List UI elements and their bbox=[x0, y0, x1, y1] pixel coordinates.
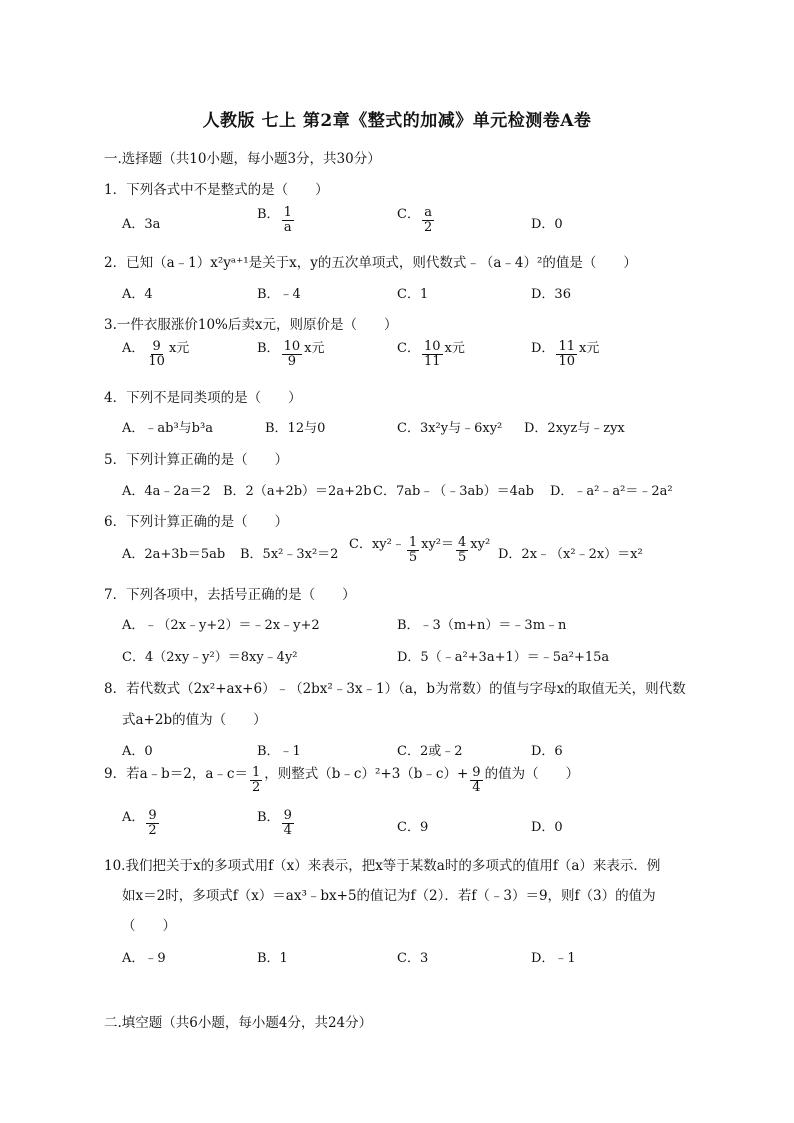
section-heading-fill-in: 二.填空题（共6小题，每小题4分，共24分） bbox=[104, 1015, 373, 1031]
question-6-option-d: D．2x﹣（x²﹣2x）＝x² bbox=[498, 547, 643, 562]
question-1-option-b: B． $\frac{1}{a}$ bbox=[257, 205, 292, 235]
question-7-option-c: C．4（2xy﹣y²）＝8xy﹣4y² bbox=[122, 650, 298, 665]
question-7-options-row2 bbox=[122, 646, 722, 676]
question-9-options bbox=[122, 809, 722, 839]
question-4-option-d: D．2xyz与﹣zyx bbox=[524, 421, 625, 436]
question-8-option-c: C．2或﹣2 bbox=[397, 744, 463, 759]
question-1-options bbox=[122, 206, 722, 236]
question-8-option-a: A．0 bbox=[122, 744, 153, 759]
question-4-stem: 4．下列不是同类项的是（ ） bbox=[104, 390, 302, 406]
question-5-option-a: A．4a﹣2a＝2 bbox=[122, 484, 211, 499]
question-3-options bbox=[122, 340, 722, 370]
question-7-option-a: A．﹣（2x﹣y+2）＝﹣2x﹣y+2 bbox=[122, 618, 320, 633]
question-7-options-row1 bbox=[122, 614, 722, 644]
question-1-option-a: A．3a bbox=[122, 217, 161, 232]
question-10-options bbox=[122, 947, 722, 977]
question-5-option-c: C．7ab﹣（﹣3ab）＝4ab bbox=[373, 484, 534, 499]
question-2-stem: 2．已知（a﹣1）x²yᵃ⁺¹是关于x，y的五次单项式，则代数式﹣（a﹣4）²的值是（ ） bbox=[104, 255, 637, 271]
page-title: 人教版 七上 第2章《整式的加减》单元检测卷A卷 bbox=[202, 111, 592, 131]
question-2-option-a: A．4 bbox=[122, 287, 153, 302]
question-10-option-a: A．﹣9 bbox=[122, 951, 166, 966]
question-1-option-d: D．0 bbox=[531, 217, 563, 232]
question-8-option-b: B．﹣1 bbox=[257, 744, 301, 759]
question-9-option-a: A． $\frac{9}{2}$ bbox=[122, 808, 157, 838]
question-8-stem-line2: 式a+2b的值为（ ） bbox=[122, 712, 267, 728]
question-3-stem: 3.一件衣服涨价10%后卖x元，则原价是（ ） bbox=[104, 317, 398, 333]
question-10-stem-line3: （ ） bbox=[122, 918, 176, 934]
question-6-option-b: B．5x²﹣3x²＝2 bbox=[240, 547, 339, 562]
question-6-option-c: C．xy²﹣ $\frac{1}{5}$ xy²＝ $\frac{4}{5}$ xy² bbox=[349, 535, 491, 565]
question-7-stem: 7．下列各项中，去括号正确的是（ ） bbox=[104, 587, 356, 603]
question-5-option-d: D．﹣a²﹣a²＝﹣2a² bbox=[550, 484, 673, 499]
question-9-option-d: D．0 bbox=[531, 820, 563, 835]
question-1-option-c: C． $\frac{a}{2}$ bbox=[397, 205, 433, 235]
question-10-option-c: C．3 bbox=[397, 951, 429, 966]
question-2-option-c: C．1 bbox=[397, 287, 429, 302]
question-5-stem: 5．下列计算正确的是（ ） bbox=[104, 452, 289, 468]
question-3-option-d: D． $\frac{11}{10}$ x元 bbox=[531, 339, 600, 369]
question-10-option-d: D．﹣1 bbox=[531, 951, 576, 966]
question-10-option-b: B．1 bbox=[257, 951, 288, 966]
question-4-option-b: B．12与0 bbox=[265, 421, 326, 436]
question-4-options bbox=[122, 417, 722, 447]
question-9-option-b: B． $\frac{9}{4}$ bbox=[257, 808, 292, 838]
question-6-stem: 6．下列计算正确的是（ ） bbox=[104, 514, 289, 530]
question-5-option-b: B．2（a+2b）＝2a+2b bbox=[223, 484, 372, 499]
question-3-option-b: B． $\frac{10}{9}$ x元 bbox=[257, 339, 325, 369]
question-3-option-c: C． $\frac{10}{11}$ x元 bbox=[397, 339, 465, 369]
question-9-stem: 9．若a﹣b＝2，a﹣c＝ $\frac{1}{2}$ ，则整式（b﹣c）²+3（b﹣c）+ $\frac{9}{4}$ 的值为（ ） bbox=[104, 765, 580, 795]
question-4-option-c: C．3x²y与﹣6xy² bbox=[397, 421, 503, 436]
question-3-option-a: A． $\frac{9}{10}$ x元 bbox=[122, 339, 190, 369]
question-8-option-d: D．6 bbox=[531, 744, 563, 759]
question-2-option-d: D．36 bbox=[531, 287, 571, 302]
question-6-option-a: A．2a+3b＝5ab bbox=[122, 547, 226, 562]
question-5-options bbox=[122, 480, 722, 510]
question-7-option-d: D．5（﹣a²+3a+1）＝﹣5a²+15a bbox=[397, 650, 610, 665]
question-9-option-c: C．9 bbox=[397, 820, 429, 835]
question-2-options bbox=[122, 283, 722, 313]
question-8-stem-line1: 8．若代数式（2x²+ax+6）﹣（2bx²﹣3x﹣1）（a，b为常数）的值与字母x的取值无关，则代数 bbox=[104, 681, 686, 697]
question-2-option-b: B．﹣4 bbox=[257, 287, 301, 302]
question-1-stem: 1．下列各式中不是整式的是（ ） bbox=[104, 182, 329, 198]
question-10-stem-line1: 10.我们把关于x的多项式用f（x）来表示，把x等于某数a时的多项式的值用f（a）来表示．例 bbox=[104, 858, 661, 874]
question-7-option-b: B．﹣3（m+n）＝﹣3m﹣n bbox=[397, 618, 567, 633]
question-6-options bbox=[122, 536, 722, 566]
question-10-stem-line2: 如x＝2时，多项式f（x）＝ax³﹣bx+5的值记为f（2）．若f（﹣3）＝9，则f（3）的值为 bbox=[122, 888, 656, 904]
section-heading-choice: 一.选择题（共10小题，每小题3分，共30分） bbox=[104, 151, 381, 167]
question-4-option-a: A．﹣ab³与b³a bbox=[122, 421, 213, 436]
